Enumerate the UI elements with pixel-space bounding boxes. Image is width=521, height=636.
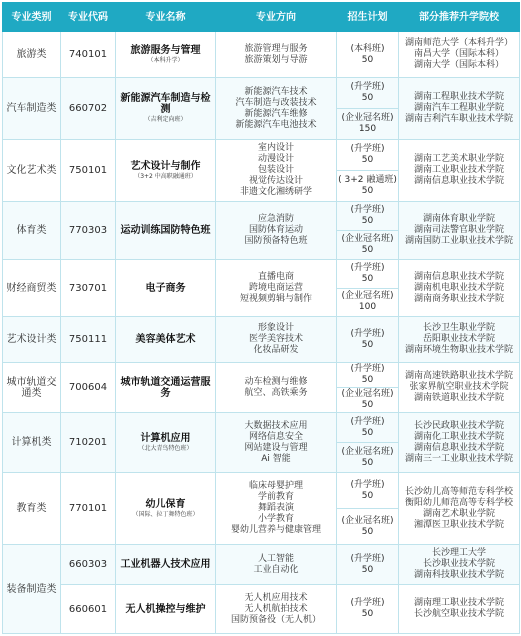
school-item: 湖南信息职业技术学院 xyxy=(413,442,504,453)
school-item: 湖南吉利汽车职业技术学院 xyxy=(404,114,513,124)
major-subtitle: （3+2 中高职融通班） xyxy=(134,172,197,180)
cell-category: 体育类 xyxy=(3,202,61,260)
school-item: 长沙理工大学 xyxy=(431,548,486,558)
cell-category: 城市轨道交通类 xyxy=(3,363,61,413)
cell-name xyxy=(116,317,216,363)
cell-name xyxy=(116,32,216,78)
cell-name xyxy=(116,140,216,202)
plan-type: (升学班) xyxy=(350,553,385,564)
direction-item: 化妆品研发 xyxy=(253,345,299,355)
school-item: 湘潭医卫职业技术学院 xyxy=(413,519,504,530)
plan-count: 50 xyxy=(361,609,374,619)
direction-item: 医学美容技术 xyxy=(248,334,303,344)
school-item: 湖南艺术职业学院 xyxy=(422,508,495,519)
cell-code: 660601 xyxy=(61,585,116,634)
school-item: 湖南科技职业技术学院 xyxy=(413,570,504,580)
school-item: 湖南理工职业技术学院 xyxy=(413,598,504,608)
plan-count: 50 xyxy=(361,93,374,103)
plan-segment xyxy=(337,363,398,388)
plan-box xyxy=(337,317,398,362)
major-name: 计算机应用 xyxy=(140,432,191,444)
plan-count: 50 xyxy=(361,186,374,196)
table-row xyxy=(3,78,520,140)
plan-count: 50 xyxy=(361,245,374,255)
cell-directions xyxy=(216,202,337,260)
cell-directions xyxy=(216,585,337,634)
major-name: 电子商务 xyxy=(145,282,186,294)
cell-plan xyxy=(337,32,399,78)
school-item: 湖南环境生物职业技术学院 xyxy=(404,345,513,355)
major-name: 无人机操控与维护 xyxy=(125,603,206,615)
table-row xyxy=(3,585,520,634)
plan-count: 50 xyxy=(361,375,374,385)
direction-item: 直播电商 xyxy=(257,271,294,282)
cell-schools xyxy=(399,260,520,317)
direction-item: 国防预备特色班 xyxy=(244,236,308,246)
plan-segment xyxy=(337,473,398,509)
cell-category: 艺术设计类 xyxy=(3,317,61,363)
plan-segment xyxy=(337,509,398,544)
direction-item: 视觉传达设计 xyxy=(248,176,303,186)
cell-plan xyxy=(337,78,399,140)
cell-name xyxy=(116,545,216,585)
direction-item: 旅游策划与导游 xyxy=(244,54,308,65)
table-row xyxy=(3,260,520,317)
school-item: 湖南机电职业技术学院 xyxy=(413,282,504,293)
cell-plan xyxy=(337,202,399,260)
plan-box xyxy=(337,363,398,412)
cell-category: 计算机类 xyxy=(3,413,61,473)
direction-item: 临床母婴护理 xyxy=(248,481,303,491)
plan-type: (升学班) xyxy=(350,205,385,215)
major-name: 艺术设计与制作 xyxy=(130,160,201,172)
plan-segment xyxy=(337,413,398,443)
cell-directions xyxy=(216,140,337,202)
direction-item: 无人机航拍技术 xyxy=(244,603,308,614)
plan-count: 50 xyxy=(361,526,374,537)
school-item: 湖南工艺美术职业学院 xyxy=(413,154,504,164)
table-row xyxy=(3,140,520,202)
plan-type: (企业冠名班) xyxy=(341,234,394,244)
major-name: 城市轨道交通运营服务 xyxy=(120,376,211,399)
cell-directions xyxy=(216,317,337,363)
cell-directions xyxy=(216,545,337,585)
plan-count: 50 xyxy=(361,564,374,575)
cell-plan xyxy=(337,473,399,545)
cell-code: 710201 xyxy=(61,413,116,473)
cell-schools xyxy=(399,32,520,78)
cell-directions xyxy=(216,32,337,78)
cell-schools xyxy=(399,78,520,140)
school-item: 湖南高速铁路职业技术学院 xyxy=(404,371,513,381)
cell-plan xyxy=(337,317,399,363)
school-item: 湖南汽车工程职业学院 xyxy=(413,103,504,113)
cell-name xyxy=(116,363,216,413)
plan-type: (升学班) xyxy=(350,598,385,608)
cell-code: 660702 xyxy=(61,78,116,140)
plan-segment xyxy=(337,585,398,633)
cell-plan xyxy=(337,140,399,202)
table-row xyxy=(3,545,520,585)
plan-box xyxy=(337,140,398,201)
plan-segment xyxy=(337,32,398,77)
plan-count: 50 xyxy=(361,54,374,65)
direction-item: 动漫设计 xyxy=(257,154,294,164)
major-name: 运动训练国防特色班 xyxy=(120,225,211,236)
direction-item: 婴幼儿营养与健康管理 xyxy=(230,525,321,535)
direction-item: 旅游管理与服务 xyxy=(244,43,308,54)
cell-category: 装备制造类 xyxy=(3,545,61,634)
table-header-row xyxy=(3,3,520,32)
cell-category: 财经商贸类 xyxy=(3,260,61,317)
cell-code: 770101 xyxy=(61,473,116,545)
school-item: 湖南司法警官职业学院 xyxy=(413,225,504,235)
plan-segment xyxy=(337,317,398,362)
school-item: 湖南铁道职业技术学院 xyxy=(413,393,504,403)
cell-name xyxy=(116,473,216,545)
school-item: 湖南信息职业技术学院 xyxy=(413,176,504,186)
plan-type: (升学班) xyxy=(350,416,385,427)
plan-type: (升学班) xyxy=(350,479,385,490)
cell-code: 660303 xyxy=(61,545,116,585)
cell-code: 740101 xyxy=(61,32,116,78)
plan-type: (企业冠名班) xyxy=(341,389,394,399)
school-item: 湖南商务职业技术学院 xyxy=(413,293,504,304)
direction-item: 形象设计 xyxy=(257,323,294,333)
plan-count: 50 xyxy=(361,427,374,438)
school-item: 长沙幼儿高等师范专科学校 xyxy=(404,486,513,497)
plan-count: 50 xyxy=(361,273,374,284)
plan-segment xyxy=(337,171,398,201)
plan-box xyxy=(337,413,398,472)
cell-name xyxy=(116,78,216,140)
school-item: 湖南化工职业技术学院 xyxy=(413,431,504,442)
header-direction: 专业方向 xyxy=(216,3,337,32)
school-item: 湖南信息职业技术学院 xyxy=(413,271,504,282)
plan-type: (升学班) xyxy=(350,144,385,154)
plan-count: 50 xyxy=(361,457,374,468)
plan-segment xyxy=(337,202,398,231)
major-name: 工业机器人技术应用 xyxy=(120,559,211,570)
direction-item: 国防体育运动 xyxy=(248,225,303,235)
cell-category: 旅游类 xyxy=(3,32,61,78)
school-item: 南昌大学（国际本科） xyxy=(413,49,504,59)
direction-item: 无人机应用技术 xyxy=(244,592,308,603)
direction-item: 动车检测与维修 xyxy=(244,376,308,387)
major-subtitle: （北大青鸟特色班） xyxy=(138,444,193,452)
direction-item: 应急消防 xyxy=(257,214,294,224)
plan-segment xyxy=(337,231,398,259)
cell-code: 750111 xyxy=(61,317,116,363)
plan-box xyxy=(337,78,398,139)
cell-directions xyxy=(216,260,337,317)
plan-type: (升学班) xyxy=(350,82,385,92)
plan-type: (升学班) xyxy=(350,364,385,374)
plan-type: (升学班) xyxy=(350,262,385,273)
direction-item: 新能源汽车维修 xyxy=(244,108,308,119)
plan-type: (企业冠名班) xyxy=(341,515,394,526)
plan-count: 50 xyxy=(361,216,374,226)
cell-category: 文化艺术类 xyxy=(3,140,61,202)
plan-segment xyxy=(337,260,398,289)
direction-item: 新能源汽车电池技术 xyxy=(235,119,317,130)
plan-type: ( 3+2 融通班) xyxy=(338,175,397,185)
direction-item: 汽车制造与改装技术 xyxy=(235,97,317,108)
major-subtitle: （国际、拉丁舞特色班） xyxy=(132,510,199,518)
table-row xyxy=(3,413,520,473)
table-row xyxy=(3,32,520,78)
plan-count: 50 xyxy=(361,400,374,410)
school-item: 湖南工业职业技术学院 xyxy=(413,165,504,175)
school-item: 长沙职业技术学院 xyxy=(422,559,495,569)
direction-item: 室内设计 xyxy=(257,143,294,153)
school-item: 衡阳幼儿师范高等专科学校 xyxy=(404,497,513,508)
plan-type: (升学班) xyxy=(350,328,385,339)
table-row xyxy=(3,473,520,545)
header-category: 专业类别 xyxy=(3,3,61,32)
direction-item: Ai 智能 xyxy=(261,453,291,464)
direction-item: 小学教育 xyxy=(257,514,294,524)
cell-code: 770303 xyxy=(61,202,116,260)
plan-type: (企业冠名班) xyxy=(341,291,394,302)
plan-box xyxy=(337,585,398,633)
table-row xyxy=(3,317,520,363)
major-name: 旅游服务与管理 xyxy=(130,44,201,56)
header-schools: 部分推荐升学院校 xyxy=(399,3,520,32)
school-item: 湖南工程职业技术学院 xyxy=(413,92,504,102)
direction-item: 跨境电商运营 xyxy=(248,282,303,293)
plan-box xyxy=(337,473,398,544)
header-name: 专业名称 xyxy=(116,3,216,32)
school-item: 湖南三一工业职业技术学院 xyxy=(404,453,513,464)
plan-type: (本科班) xyxy=(350,43,385,54)
plan-segment xyxy=(337,78,398,109)
cell-schools xyxy=(399,545,520,585)
plan-segment xyxy=(337,443,398,472)
direction-item: 人工智能 xyxy=(257,553,294,564)
school-item: 长沙卫生职业学院 xyxy=(422,323,495,333)
direction-item: 新能源汽车技术 xyxy=(244,86,308,97)
cell-schools xyxy=(399,413,520,473)
enrollment-table-wrapper xyxy=(2,2,519,634)
enrollment-table xyxy=(2,2,520,634)
direction-item: 国防预备役（无人机） xyxy=(230,614,321,625)
header-code: 专业代码 xyxy=(61,3,116,32)
cell-plan xyxy=(337,545,399,585)
cell-directions xyxy=(216,78,337,140)
direction-item: 网络信息安全 xyxy=(248,431,303,442)
school-item: 张家界航空职业技术学院 xyxy=(409,382,509,392)
cell-schools xyxy=(399,202,520,260)
major-subtitle: （吉利定向班） xyxy=(144,116,187,123)
cell-schools xyxy=(399,317,520,363)
school-item: 长沙航空职业技术学院 xyxy=(413,609,504,619)
direction-item: 学前教育 xyxy=(257,492,294,502)
major-subtitle: （本科升学） xyxy=(147,56,184,64)
cell-name xyxy=(116,585,216,634)
cell-directions xyxy=(216,473,337,545)
cell-schools xyxy=(399,473,520,545)
direction-item: 航空、高铁乘务 xyxy=(244,387,308,398)
cell-name xyxy=(116,413,216,473)
direction-item: 短视频剪辑与制作 xyxy=(239,293,312,304)
major-name: 幼儿保育 xyxy=(145,498,186,510)
school-item: 湖南国防工业职业技术学院 xyxy=(404,236,513,246)
cell-code: 750101 xyxy=(61,140,116,202)
plan-count: 50 xyxy=(361,339,374,350)
cell-plan xyxy=(337,260,399,317)
cell-code: 700604 xyxy=(61,363,116,413)
direction-item: 非遗文化湘绣研学 xyxy=(239,187,312,197)
plan-segment xyxy=(337,545,398,584)
direction-item: 网站建设与管理 xyxy=(244,442,308,453)
table-row xyxy=(3,363,520,413)
plan-count: 50 xyxy=(361,155,374,165)
table-body xyxy=(3,32,520,634)
direction-item: 舞蹈表演 xyxy=(257,503,294,513)
plan-box xyxy=(337,202,398,259)
school-item: 湖南体育职业学院 xyxy=(422,214,495,224)
plan-box xyxy=(337,545,398,584)
plan-segment xyxy=(337,109,398,139)
direction-item: 包装设计 xyxy=(257,165,294,175)
major-name: 新能源汽车制造与检测 xyxy=(120,93,211,115)
cell-schools xyxy=(399,140,520,202)
cell-code: 730701 xyxy=(61,260,116,317)
plan-type: (企业冠名班) xyxy=(341,446,394,457)
plan-segment xyxy=(337,289,398,317)
cell-plan xyxy=(337,363,399,413)
school-item: 湖南大学（国际本科） xyxy=(413,60,504,70)
cell-name xyxy=(116,202,216,260)
cell-plan xyxy=(337,585,399,634)
plan-box xyxy=(337,32,398,77)
direction-item: 大数据技术应用 xyxy=(244,420,308,431)
cell-plan xyxy=(337,413,399,473)
school-item: 长沙民政职业技术学院 xyxy=(413,420,504,431)
cell-name xyxy=(116,260,216,317)
cell-schools xyxy=(399,585,520,634)
plan-count: 50 xyxy=(361,490,374,501)
cell-schools xyxy=(399,363,520,413)
cell-directions xyxy=(216,363,337,413)
cell-category: 汽车制造类 xyxy=(3,78,61,140)
header-plan: 招生计划 xyxy=(337,3,399,32)
major-name: 美容美体艺术 xyxy=(135,334,196,345)
plan-segment xyxy=(337,388,398,412)
school-item: 岳阳职业技术学院 xyxy=(422,334,495,344)
plan-count: 150 xyxy=(358,124,377,134)
plan-box xyxy=(337,260,398,316)
plan-segment xyxy=(337,140,398,171)
plan-type: (企业冠名班) xyxy=(341,113,394,123)
cell-category: 教育类 xyxy=(3,473,61,545)
direction-item: 工业自动化 xyxy=(253,564,299,575)
plan-count: 100 xyxy=(358,302,377,313)
table-row xyxy=(3,202,520,260)
cell-directions xyxy=(216,413,337,473)
school-item: 湖南师范大学（本科升学） xyxy=(404,38,513,48)
